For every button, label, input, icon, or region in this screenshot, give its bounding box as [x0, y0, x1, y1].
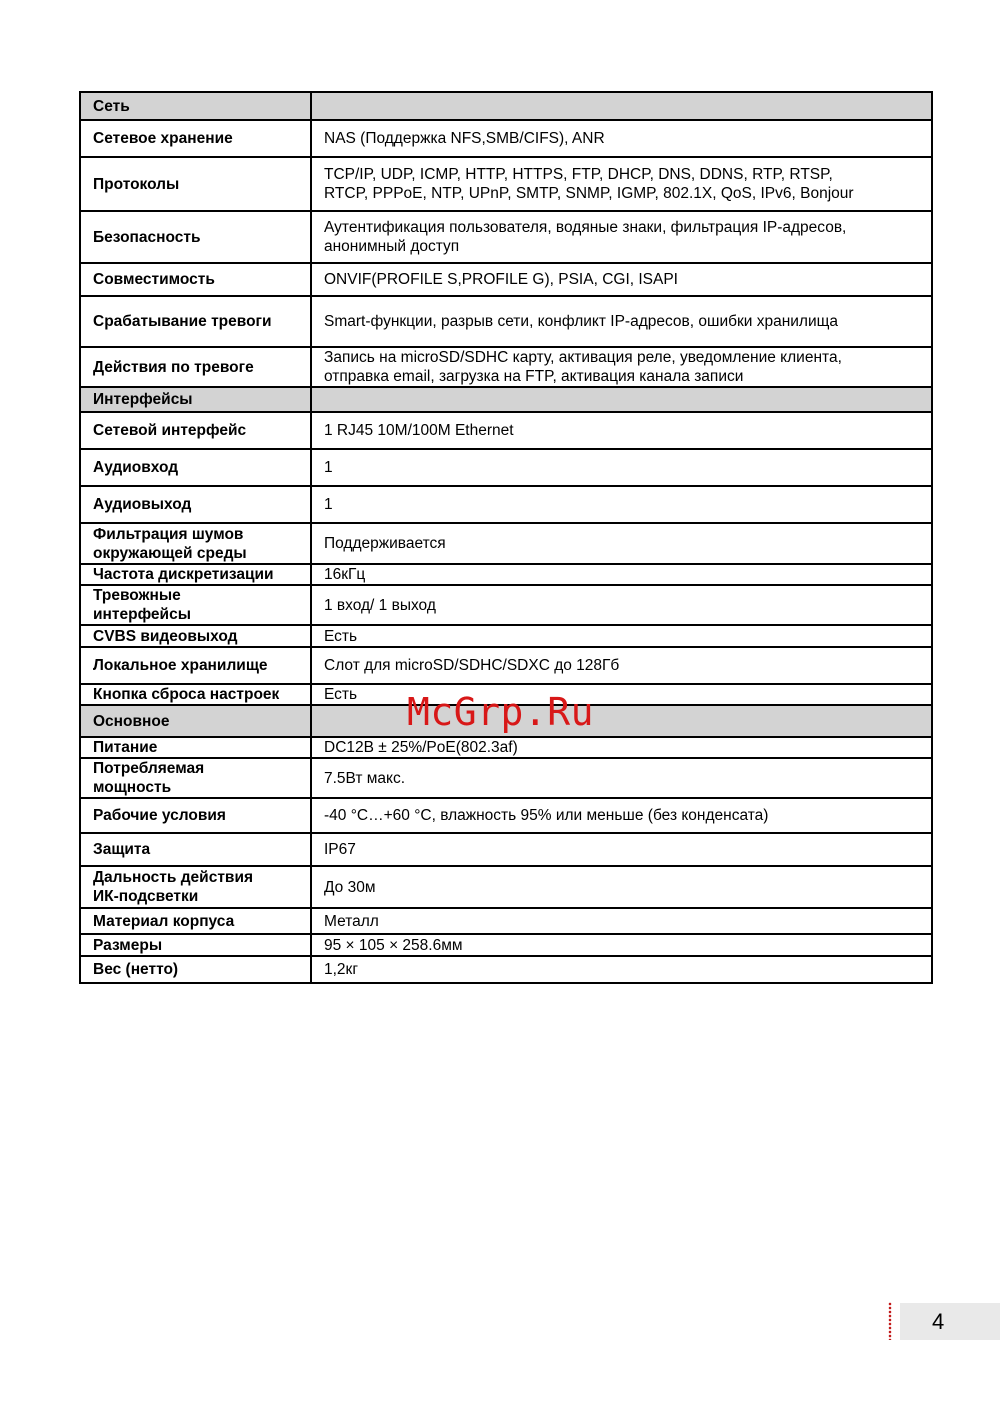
table-row — [80, 866, 932, 908]
spec-label: Срабатывание тревоги — [80, 296, 311, 347]
page-number: 4 — [900, 1303, 1000, 1340]
spec-value: -40 °C…+60 °C, влажность 95% или меньше (без конденсата) — [311, 798, 932, 833]
spec-value: 1 — [311, 486, 932, 523]
spec-value: 1 — [311, 449, 932, 486]
spec-value: Есть — [311, 684, 932, 705]
table-row — [80, 296, 932, 347]
spec-label: Локальное хранилище — [80, 647, 311, 684]
table-row — [80, 585, 932, 625]
table-row — [80, 647, 932, 684]
table-row — [80, 934, 932, 956]
spec-value: До 30м — [311, 866, 932, 908]
spec-value: Поддерживается — [311, 523, 932, 564]
spec-value: Есть — [311, 625, 932, 647]
spec-label: Рабочие условия — [80, 798, 311, 833]
spec-value: Smart-функции, разрыв сети, конфликт IP-адресов, ошибки хранилища — [311, 296, 932, 347]
spec-label: Материал корпуса — [80, 908, 311, 934]
table-row — [80, 833, 932, 866]
table-row — [80, 263, 932, 296]
spec-label: Безопасность — [80, 211, 311, 263]
section-title: Основное — [80, 705, 311, 737]
table-row — [80, 956, 932, 983]
spec-value: DC12В ± 25%/PoE(802.3af) — [311, 737, 932, 758]
spec-label: Фильтрация шумов окружающей среды — [80, 523, 311, 564]
spec-value: 1 RJ45 10M/100M Ethernet — [311, 412, 932, 449]
spec-label: Аудиовход — [80, 449, 311, 486]
spec-label: Совместимость — [80, 263, 311, 296]
table-row — [80, 211, 932, 263]
watermark: McGrp.Ru — [407, 690, 595, 734]
spec-value: NAS (Поддержка NFS,SMB/CIFS), ANR — [311, 120, 932, 157]
spec-label: Сетевой интерфейс — [80, 412, 311, 449]
table-row — [80, 798, 932, 833]
spec-value: Металл — [311, 908, 932, 934]
spec-label: Размеры — [80, 934, 311, 956]
spec-label: Тревожные интерфейсы — [80, 585, 311, 625]
table-row — [80, 120, 932, 157]
table-row — [80, 564, 932, 585]
spec-label: Потребляемая мощность — [80, 758, 311, 798]
spec-label: Питание — [80, 737, 311, 758]
table-row — [80, 347, 932, 387]
spec-label: Действия по тревоге — [80, 347, 311, 387]
spec-label: Дальность действия ИК-подсветки — [80, 866, 311, 908]
spec-value: 95 × 105 × 258.6мм — [311, 934, 932, 956]
section-title: Сеть — [80, 92, 311, 120]
spec-label: Аудиовыход — [80, 486, 311, 523]
spec-value: 16кГц — [311, 564, 932, 585]
spec-label: CVBS видеовыход — [80, 625, 311, 647]
spec-value: ONVIF(PROFILE S,PROFILE G), PSIA, CGI, ISAPI — [311, 263, 932, 296]
spec-value: Аутентификация пользователя, водяные знаки, фильтрация IP-адресов, анонимный доступ — [311, 211, 932, 263]
table-row — [80, 157, 932, 211]
spec-value: 1 вход/ 1 выход — [311, 585, 932, 625]
spec-label: Кнопка сброса настроек — [80, 684, 311, 705]
section-title: Интерфейсы — [80, 387, 311, 412]
table-row — [80, 625, 932, 647]
spec-value: 7.5Вт макс. — [311, 758, 932, 798]
table-row — [80, 486, 932, 523]
spec-label: Вес (нетто) — [80, 956, 311, 983]
table-row — [80, 758, 932, 798]
spec-label: Частота дискретизации — [80, 564, 311, 585]
spec-value: Слот для microSD/SDHC/SDXC до 128Гб — [311, 647, 932, 684]
spec-value: 1,2кг — [311, 956, 932, 983]
spec-value: Запись на microSD/SDHC карту, активация реле, уведомление клиента, отправка email, загрузка на FTP, активация канала записи — [311, 347, 932, 387]
spec-label: Протоколы — [80, 157, 311, 211]
spec-label: Сетевое хранение — [80, 120, 311, 157]
table-row — [80, 449, 932, 486]
spec-label: Защита — [80, 833, 311, 866]
table-row — [80, 737, 932, 758]
section-row-network — [80, 92, 932, 120]
table-row — [80, 908, 932, 934]
spec-value: TCP/IP, UDP, ICMP, HTTP, HTTPS, FTP, DHCP, DNS, DDNS, RTP, RTSP, RTCP, PPPoE, NTP, UPnP, SMTP, SNMP, IGMP, 802.1X, QoS, IPv6, Bonjour — [311, 157, 932, 211]
spec-value: IP67 — [311, 833, 932, 866]
section-row-interfaces — [80, 387, 932, 412]
spec-table — [79, 91, 933, 984]
table-row — [80, 412, 932, 449]
table-row — [80, 523, 932, 564]
page-marker-dots — [888, 1302, 892, 1340]
